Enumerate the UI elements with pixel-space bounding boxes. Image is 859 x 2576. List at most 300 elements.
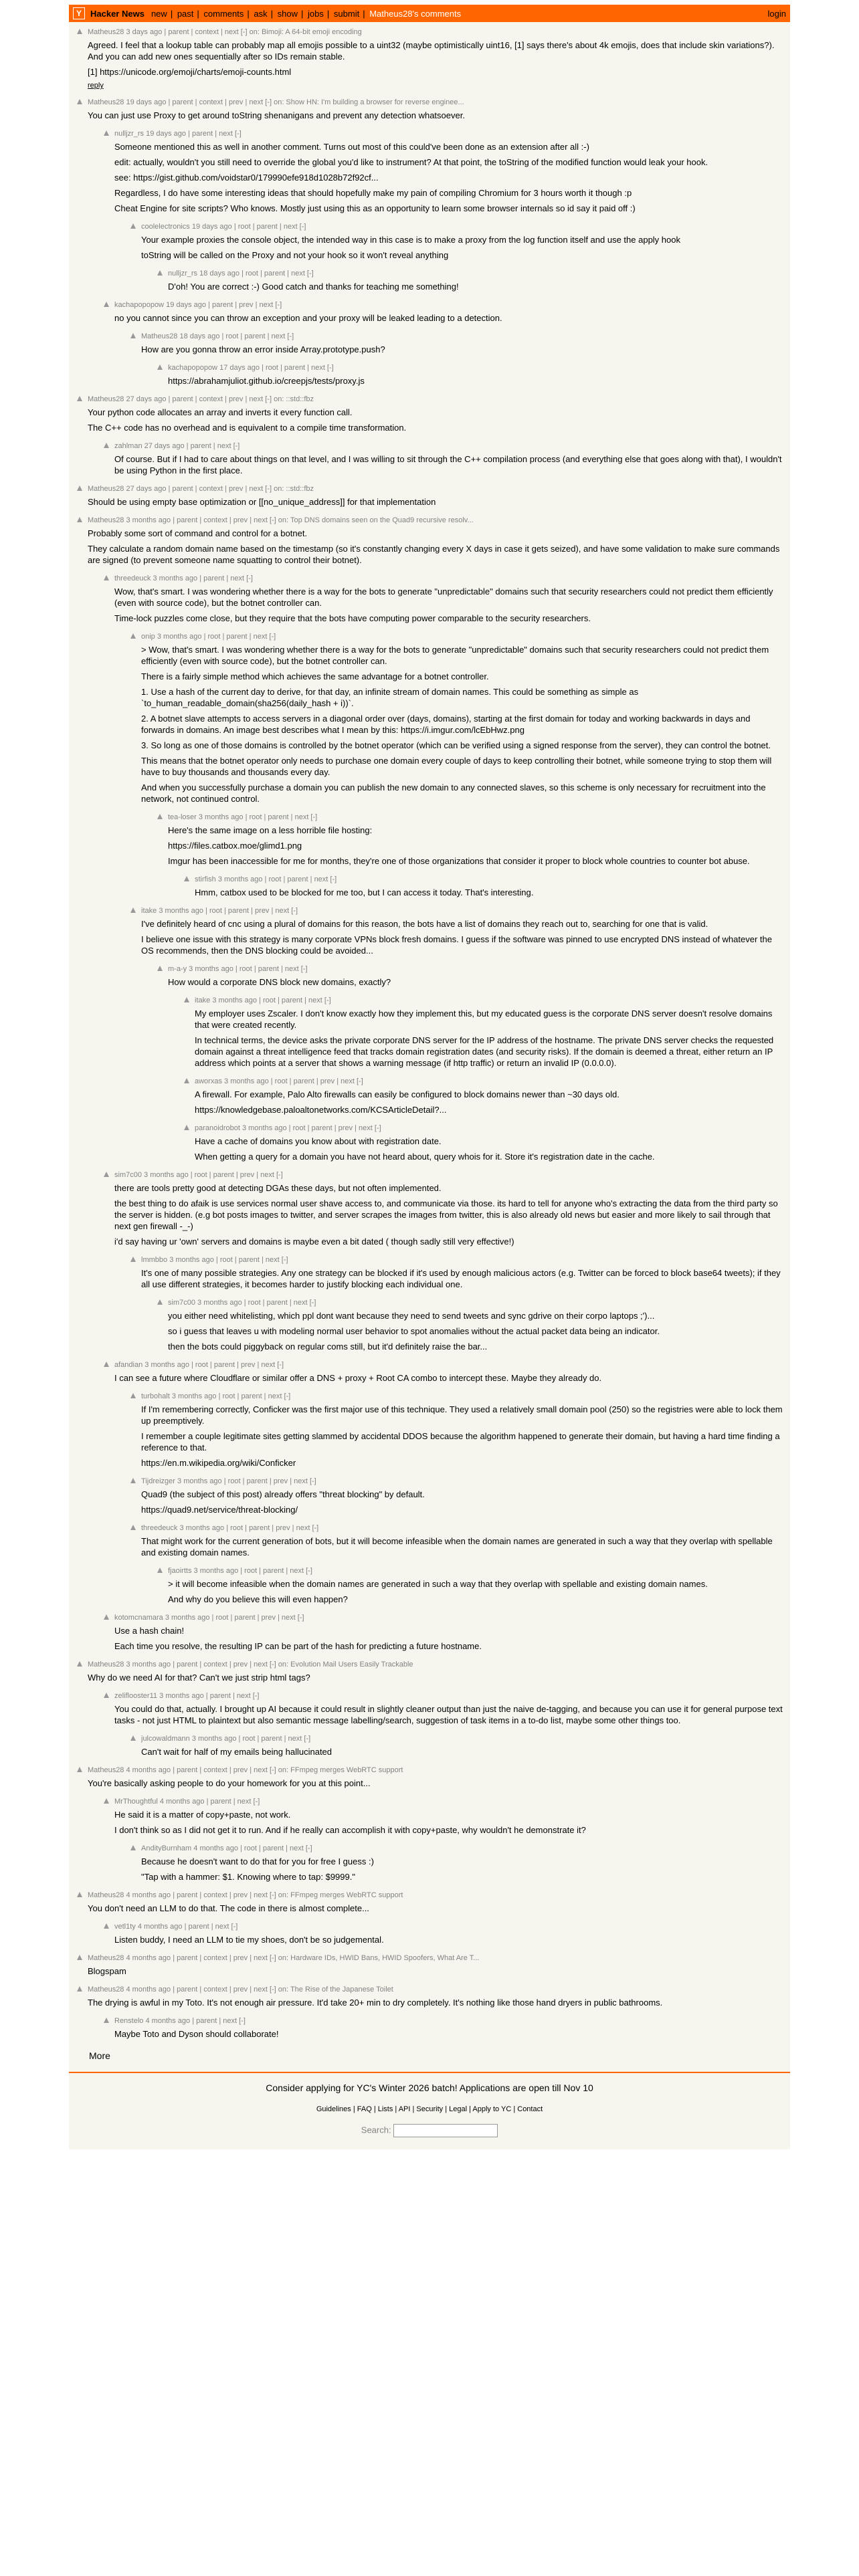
comment-nav-links[interactable]: root | parent | next [-] [242, 1735, 311, 1743]
comment [184, 996, 783, 1069]
comment-nav-links[interactable]: root | parent | next [-] [219, 1256, 288, 1264]
upvote-arrow-icon[interactable] [130, 333, 136, 338]
comment-author[interactable]: sim7c00 [114, 1171, 142, 1179]
comment-paragraph: "Tap with a hammer: $1. Knowing where to tap: $9999." [141, 1872, 355, 1882]
upvote-arrow-icon[interactable] [104, 1693, 109, 1698]
comment-paragraph: Blogspam [88, 1966, 126, 1976]
upvote-arrow-icon[interactable] [130, 907, 136, 913]
comment-text [195, 1136, 783, 1162]
comment-author[interactable]: Matheus28 [88, 485, 124, 493]
comment-author[interactable]: kotomcnamara [114, 1614, 163, 1622]
reply-link[interactable]: reply [88, 82, 104, 90]
comment-list [69, 22, 790, 2040]
comment-paragraph: > Wow, that's smart. I was wondering whether there is a way for the bots to generate "unpredictable" domains such that security researchers could not predict them efficiently (even with source code), but the botnet controller can. [141, 645, 769, 666]
login-link[interactable]: login [767, 8, 786, 19]
comment-nav-links[interactable]: root | parent | next [-] [225, 332, 294, 340]
comment-nav-links[interactable]: root | parent | next [-] [207, 633, 276, 641]
comment-nav-links[interactable]: root | parent | next [-] [262, 996, 331, 1004]
comment-author[interactable]: zahlman [114, 442, 142, 450]
comment-paragraph: Wow, that's smart. I was wondering whether there is a way for the bots to generate "unpredictable" domains such that security researchers could not predict them efficiently (even with source code), but the botnet controller can. [114, 586, 773, 608]
comment-paragraph: edit: actually, wouldn't you still need to override the global you'd like to instrument? At that point, the toString of the modified function would leak your hook. [114, 157, 708, 167]
upvote-arrow-icon[interactable] [77, 1767, 82, 1772]
comment-text [141, 234, 783, 261]
comment-text [141, 1489, 783, 1515]
comment-nav-links[interactable]: root | parent | prev | next [-] [209, 907, 298, 915]
footer-links[interactable]: Guidelines | FAQ | Lists | API | Security | Legal | Apply to YC | Contact [316, 2105, 543, 2113]
comment-age[interactable]: 19 days ago [191, 223, 232, 231]
comment-age[interactable]: 3 months ago [165, 1614, 210, 1622]
comment-author[interactable]: threedeuck [114, 574, 151, 582]
comment-paragraph: He said it is a matter of copy+paste, not work. [114, 1810, 291, 1820]
comment [130, 222, 783, 261]
comment-age[interactable]: 3 months ago [126, 1660, 171, 1669]
comment-paragraph: You don't need an LLM to do that. The code in there is almost complete... [88, 1903, 369, 1913]
upvote-arrow-icon[interactable] [157, 966, 163, 971]
site-title-link[interactable]: Hacker News [90, 8, 145, 19]
comment-author[interactable]: Matheus28 [88, 1985, 124, 1994]
nav-jobs[interactable]: jobs [308, 8, 324, 19]
comment-author[interactable]: AndityBurnham [141, 1844, 192, 1852]
story-link[interactable]: on: Hardware IDs, HWID Bans, HWID Spoofers, What Are T... [278, 1954, 480, 1962]
comment [130, 1392, 783, 1469]
comment-nav-links[interactable]: parent | prev | next [-] [212, 301, 282, 309]
comment-paragraph: The C++ code has no overhead and is equivalent to a compile time transformation. [88, 423, 407, 433]
comment-paragraph: Probably some sort of command and control for a botnet. [88, 528, 308, 538]
comment-age[interactable]: 3 months ago [197, 1299, 242, 1307]
upvote-arrow-icon[interactable] [184, 1078, 189, 1083]
comment-meta: fjaoirtts 3 months ago | root | parent | next [-] [168, 1567, 312, 1575]
comment-meta: nulljzr_rs 19 days ago | parent | next [-] [114, 130, 242, 138]
comment-author[interactable]: m-a-y [168, 965, 187, 973]
story-link[interactable]: on: Bimoji: A 64-bit emoji encoding [249, 28, 362, 36]
comment-nav-links[interactable]: root | parent | prev | next [-] [194, 1171, 283, 1179]
upvote-arrow-icon[interactable] [104, 443, 109, 448]
upvote-arrow-icon[interactable] [130, 223, 136, 229]
comment-nav-links[interactable]: root | parent | next [-] [249, 813, 318, 821]
upvote-arrow-icon[interactable] [184, 876, 189, 881]
comment-paragraph: You're basically asking people to do your homework for you at this point... [88, 1778, 371, 1788]
comment-author[interactable]: sim7c00 [168, 1299, 195, 1307]
search-input[interactable] [393, 2124, 498, 2137]
upvote-arrow-icon[interactable] [104, 1362, 109, 1367]
comment-nav-links[interactable]: parent | context | next [-] [168, 28, 248, 36]
comment-text [114, 141, 783, 214]
comment-author[interactable]: fjaoirtts [168, 1567, 192, 1575]
story-link[interactable]: on: Evolution Mail Users Easily Trackable [278, 1660, 413, 1669]
comment-age[interactable]: 18 days ago [179, 332, 220, 340]
comment-link[interactable]: https://files.catbox.moe/glimd1.png [168, 841, 302, 851]
upvote-arrow-icon[interactable] [157, 1568, 163, 1573]
upvote-arrow-icon[interactable] [77, 486, 82, 491]
comment-age[interactable]: 4 months ago [145, 2017, 191, 2025]
comment [77, 484, 783, 508]
comment-author[interactable]: MrThoughtful [114, 1798, 158, 1806]
comment-author[interactable]: zeliflooster11 [114, 1692, 157, 1700]
comment [104, 300, 783, 324]
comment-author[interactable]: itake [195, 996, 211, 1004]
comment [104, 441, 783, 476]
comment-age[interactable]: 3 months ago [157, 633, 202, 641]
upvote-arrow-icon[interactable] [184, 1125, 189, 1130]
comment-meta: itake 3 months ago | root | parent | prev | next [-] [141, 907, 298, 915]
comment-paragraph: Each time you resolve, the resulting IP can be part of the hash for predicting a future hostname. [114, 1641, 482, 1651]
comment-nav-links[interactable]: parent | context | prev | next [-] [177, 1766, 276, 1774]
comment-author[interactable]: aworxas [195, 1077, 222, 1085]
comment-nav-links[interactable]: parent | context | prev | next [-] [172, 98, 272, 106]
comment-link[interactable]: see: https://gist.github.com/voidstar0/179990efe918d1028b72f92cf... [114, 173, 379, 183]
comment-age[interactable]: 3 months ago [212, 996, 257, 1004]
nav-submit[interactable]: submit [333, 8, 360, 19]
comment [157, 1298, 783, 1352]
comment-link[interactable]: https://abrahamjuliot.github.io/creepjs/tests/proxy.js [168, 376, 365, 386]
comment-author[interactable]: Matheus28 [88, 1891, 124, 1899]
comment-link[interactable]: 2. A botnet slave attempts to access servers in a diagonal order over (days, domains), starting at the first domain for today and working backwards in days and forwards in domains. An image best describes what I mean by this: https://i.imgur.com/lcEbHwz.png [141, 714, 751, 735]
comment-meta: zeliflooster11 3 months ago | parent | next [-] [114, 1692, 260, 1700]
comment-meta: Matheus28 27 days ago | parent | context | prev | next [-] on: ::std::fbz [88, 395, 314, 403]
comment-nav-links[interactable]: root | parent | next [-] [266, 364, 334, 372]
upvote-arrow-icon[interactable] [130, 633, 136, 639]
upvote-arrow-icon[interactable] [157, 364, 163, 370]
comment-author[interactable]: Matheus28 [88, 1660, 124, 1669]
comment-nav-links[interactable]: root | parent | prev | next [-] [274, 1077, 363, 1085]
comment-nav-links[interactable]: root | parent | next [-] [244, 1567, 312, 1575]
upvote-arrow-icon[interactable] [77, 1955, 82, 1960]
story-link[interactable]: on: ::std::fbz [274, 485, 314, 493]
comment-meta: aworxas 3 months ago | root | parent | prev | next [-] [195, 1077, 363, 1085]
nav-show[interactable]: show [277, 8, 298, 19]
comment-meta: Matheus28 3 months ago | parent | context | prev | next [-] on: Evolution Mail Users Easily Trackable [88, 1660, 413, 1669]
comment-author[interactable]: nulljzr_rs [114, 130, 145, 138]
comment-nav-links[interactable]: root | parent | prev | next [-] [215, 1614, 304, 1622]
comment-author[interactable]: kachapopopow [114, 301, 165, 309]
comment-meta: Matheus28 3 days ago | parent | context | next [-] on: Bimoji: A 64-bit emoji encoding [88, 28, 362, 36]
comment-author[interactable]: threedeuck [141, 1524, 178, 1532]
comment-meta: Matheus28 4 months ago | parent | context | prev | next [-] on: Hardware IDs, HWID Bans, HWID Spoofers, What Are T... [88, 1954, 480, 1962]
comment-author[interactable]: stirfish [195, 875, 216, 883]
comment [104, 1360, 783, 1384]
comment-age[interactable]: 3 months ago [169, 1256, 214, 1264]
yc-apply-banner[interactable]: Consider applying for YC's Winter 2026 batch! Applications are open till Nov 10 [266, 2082, 593, 2093]
comment-author[interactable]: Matheus28 [88, 395, 124, 403]
comment-nav-links[interactable]: root | parent | next [-] [268, 875, 337, 883]
comment-meta: julcowaldmann 3 months ago | root | parent | next [-] [141, 1735, 311, 1743]
comment-text [141, 344, 783, 355]
comment-nav-links[interactable]: root | parent | prev | next [-] [230, 1524, 319, 1532]
comment-age[interactable]: 17 days ago [219, 364, 260, 372]
comment-author[interactable]: nulljzr_rs [168, 270, 198, 278]
comment-meta: paranoidrobot 3 months ago | root | parent | prev | next [-] [195, 1124, 381, 1132]
comment [157, 813, 783, 867]
upvote-arrow-icon[interactable] [130, 1393, 136, 1398]
comment-author[interactable]: Matheus28 [88, 1766, 124, 1774]
comment-link[interactable]: https://knowledgebase.paloaltonetworks.com/KCSArticleDetail?... [195, 1105, 447, 1115]
comment-author[interactable]: Matheus28 [88, 98, 124, 106]
comment-nav-links[interactable]: parent | context | prev | next [-] [177, 1954, 276, 1962]
comment-age[interactable]: 4 months ago [159, 1798, 205, 1806]
upvote-arrow-icon[interactable] [77, 29, 82, 34]
comment-paragraph: Imgur has been inaccessible for me for months, they're one of those organizations that consider it proper to block whole countries to counter bot abuse. [168, 856, 750, 866]
comment-author[interactable]: onip [141, 633, 155, 641]
comment-author[interactable]: Matheus28 [88, 1954, 124, 1962]
comment-text [114, 1934, 783, 1945]
comment-paragraph: My employer uses Zscaler. I don't know exactly how they implement this, but my educated guess is the corporate DNS server doesn't resolve domains that were created recently. [195, 1008, 773, 1030]
upvote-arrow-icon[interactable] [130, 1478, 136, 1483]
comment-meta: vetl1ty 4 months ago | parent | next [-] [114, 1923, 238, 1931]
comment-meta: lmmbbo 3 months ago | root | parent | next [-] [141, 1256, 288, 1264]
comment-nav-links[interactable]: root | parent | next [-] [246, 270, 314, 278]
comment-age[interactable]: 3 months ago [171, 1392, 217, 1400]
comment-age[interactable]: 3 months ago [126, 516, 171, 524]
comment [104, 129, 783, 214]
comment-nav-links[interactable]: root | parent | prev | next [-] [292, 1124, 381, 1132]
comment-nav-links[interactable]: root | parent | prev | next [-] [195, 1361, 284, 1369]
comment [157, 363, 783, 387]
comment [130, 632, 783, 804]
upvote-arrow-icon[interactable] [130, 1525, 136, 1530]
comment-author[interactable]: afandian [114, 1361, 143, 1369]
comment-author[interactable]: paranoidrobot [195, 1124, 240, 1132]
upvote-arrow-icon[interactable] [104, 1614, 109, 1620]
comment-age[interactable]: 3 months ago [242, 1124, 287, 1132]
comment-nav-links[interactable]: parent | next [-] [203, 574, 253, 582]
comment-nav-links[interactable]: parent | context | prev | next [-] [172, 395, 272, 403]
comment-meta: kachapopopow 17 days ago | root | parent | next [-] [168, 364, 334, 372]
comment-paragraph: Agreed. I feel that a lookup table can probably map all emojis possible to a uint32 (maybe optimistically uint16, [1] says there's about 4k emojis, does that include skin variations?). And you can add new ones sequentially after so IDs remain stable. [88, 40, 775, 62]
upvote-arrow-icon[interactable] [104, 1172, 109, 1177]
comment-nav-links[interactable]: parent | context | prev | next [-] [177, 1891, 276, 1899]
story-link[interactable]: on: Top DNS domains seen on the Quad9 recursive resolv... [278, 516, 474, 524]
comment-nav-links[interactable]: parent | next [-] [188, 1923, 238, 1931]
comment-age[interactable]: 3 days ago [126, 28, 163, 36]
comment-paragraph: I don't think so as I did not get it to run. And if he really can accomplish it with copy+paste, why wouldn't he demonstrate it? [114, 1825, 586, 1835]
comment-nav-links[interactable]: parent | next [-] [196, 2017, 246, 2025]
comment-text [168, 976, 783, 988]
comment-text [114, 1182, 783, 1247]
comment-nav-links[interactable]: root | parent | next [-] [237, 223, 306, 231]
upvote-arrow-icon[interactable] [77, 396, 82, 401]
comment-age[interactable]: 4 months ago [126, 1891, 171, 1899]
comment [77, 98, 783, 121]
upvote-arrow-icon[interactable] [184, 997, 189, 1002]
comment-nav-links[interactable]: parent | context | prev | next [-] [177, 516, 276, 524]
story-link[interactable]: on: FFmpeg merges WebRTC support [278, 1766, 403, 1774]
upvote-arrow-icon[interactable] [130, 1845, 136, 1850]
story-link[interactable]: on: Show HN: I'm building a browser for reverse enginee... [274, 98, 464, 106]
story-link[interactable]: on: FFmpeg merges WebRTC support [278, 1891, 403, 1899]
comment-author[interactable]: vetl1ty [114, 1923, 136, 1931]
comment-age[interactable]: 4 months ago [193, 1844, 238, 1852]
comment-text [141, 1746, 783, 1757]
comment-paragraph: > it will become infeasible when the domain names are generated in such a way that they overlap with spellable and existing domain names. [168, 1579, 708, 1589]
comment-age[interactable]: 18 days ago [199, 270, 240, 278]
comment-paragraph: This means that the botnet operator only needs to purchase one domain every couple of days to keep controlling their botnet, while someone trying to stop them will have to buy thousands and thousands every day. [141, 756, 772, 777]
comment-author[interactable]: coolelectronics [141, 223, 190, 231]
story-link[interactable]: on: ::std::fbz [274, 395, 314, 403]
upvote-arrow-icon[interactable] [104, 1923, 109, 1929]
y-logo-icon[interactable]: Y [73, 7, 85, 19]
comment-age[interactable]: 3 months ago [145, 1361, 189, 1369]
comment-age[interactable]: 3 months ago [177, 1477, 222, 1485]
comment-author[interactable]: kachapopopow [168, 364, 218, 372]
upvote-arrow-icon[interactable] [77, 1661, 82, 1667]
comment-paragraph: Here's the same image on a less horrible file hosting: [168, 825, 373, 835]
upvote-arrow-icon[interactable] [130, 1735, 136, 1741]
comment-meta: itake 3 months ago | root | parent | next [-] [195, 996, 331, 1004]
upvote-arrow-icon[interactable] [104, 2018, 109, 2023]
comment [77, 395, 783, 433]
comment-age[interactable]: 3 months ago [191, 1735, 237, 1743]
comment-age[interactable]: 3 months ago [217, 875, 263, 883]
comment-link[interactable]: [1] https://unicode.org/emoji/charts/emoji-counts.html [88, 67, 292, 77]
comment-author[interactable]: Matheus28 [88, 516, 124, 524]
comment-text [114, 312, 783, 324]
comment [130, 332, 783, 355]
comment-age[interactable]: 4 months ago [126, 1766, 171, 1774]
comment-age[interactable]: 3 months ago [224, 1077, 269, 1085]
comment-meta: threedeuck 3 months ago | root | parent | prev | next [-] [141, 1524, 319, 1532]
upvote-arrow-icon[interactable] [104, 130, 109, 136]
comment [77, 1660, 783, 1683]
comment-age[interactable]: 4 months ago [126, 1954, 171, 1962]
comment-nav-links[interactable]: parent | next [-] [190, 442, 240, 450]
comment-text [195, 1008, 783, 1069]
comment-author[interactable]: Matheus28 [141, 332, 178, 340]
comment-text [88, 1997, 783, 2008]
comment [104, 1613, 783, 1652]
comment-age[interactable]: 3 months ago [193, 1567, 239, 1575]
comment [77, 1765, 783, 1789]
comment [130, 1734, 783, 1757]
story-link[interactable]: on: The Rise of the Japanese Toilet [278, 1985, 393, 1994]
comment-age[interactable]: 3 months ago [159, 907, 203, 915]
upvote-arrow-icon[interactable] [77, 517, 82, 522]
comment-author[interactable]: Tijdreizger [141, 1477, 175, 1485]
comment [130, 1523, 783, 1558]
comment [184, 1077, 783, 1115]
comment-nav-links[interactable]: root | parent | next [-] [239, 965, 308, 973]
upvote-arrow-icon[interactable] [77, 1892, 82, 1897]
comment-nav-links[interactable]: parent | next [-] [210, 1798, 260, 1806]
comment-text [141, 1535, 783, 1558]
comment-nav-links[interactable]: root | parent | prev | next [-] [227, 1477, 316, 1485]
comment-text [88, 528, 783, 566]
comment-text [88, 407, 783, 433]
comment-meta: turbohalt 3 months ago | root | parent | next [-] [141, 1392, 291, 1400]
comment-age[interactable]: 27 days ago [126, 395, 167, 403]
comment-meta: kachapopopow 19 days ago | parent | prev | next [-] [114, 301, 282, 309]
comment-age[interactable]: 27 days ago [144, 442, 185, 450]
upvote-arrow-icon[interactable] [130, 1257, 136, 1262]
nav-past[interactable]: past [177, 8, 194, 19]
comment-nav-links[interactable]: parent | context | prev | next [-] [177, 1985, 276, 1994]
upvote-arrow-icon[interactable] [157, 1299, 163, 1305]
comment-nav-links[interactable]: parent | next [-] [209, 1692, 260, 1700]
comment-paragraph: 3. So long as one of those domains is controlled by the botnet operator (which can be verified using a signed response from the server), they can control the botnet. [141, 740, 771, 750]
upvote-arrow-icon[interactable] [104, 575, 109, 580]
comment-author[interactable]: julcowaldmann [141, 1735, 190, 1743]
nav-comments[interactable]: comments [203, 8, 244, 19]
comment-nav-links[interactable]: parent | next [-] [192, 130, 242, 138]
page [69, 5, 790, 2149]
comment-age[interactable]: 3 months ago [179, 1524, 225, 1532]
comment-paragraph: Time-lock puzzles come close, but they require that the bots have computing power comparable to the security researchers. [114, 613, 591, 623]
comment-meta: Matheus28 3 months ago | parent | context | prev | next [-] on: Top DNS domains seen on the Quad9 recursive resolv... [88, 516, 474, 524]
comment-age[interactable]: 3 months ago [153, 574, 198, 582]
comment [130, 1844, 783, 1883]
nav-new[interactable]: new [151, 8, 167, 19]
comment-nav-links[interactable]: root | parent | next [-] [244, 1844, 312, 1852]
comment-paragraph: toString will be called on the Proxy and not your hook so it won't reveal anything [141, 250, 449, 260]
search-form [69, 2124, 790, 2137]
comment-text [141, 1856, 783, 1883]
comment-age[interactable]: 4 months ago [137, 1923, 183, 1931]
comment-text [168, 281, 783, 292]
upvote-arrow-icon[interactable] [77, 99, 82, 104]
comment-author[interactable]: itake [141, 907, 157, 915]
comment-meta: Tijdreizger 3 months ago | root | parent | prev | next [-] [141, 1477, 316, 1485]
comment-text [114, 1809, 783, 1836]
upvote-arrow-icon[interactable] [104, 302, 109, 307]
upvote-arrow-icon[interactable] [157, 814, 163, 819]
comment-meta: nulljzr_rs 18 days ago | root | parent | next [-] [168, 270, 314, 278]
upvote-arrow-icon[interactable] [104, 1798, 109, 1804]
comment-text [88, 1903, 783, 1914]
comment-link[interactable]: https://en.m.wikipedia.org/wiki/Conficker [141, 1458, 296, 1468]
comment-paragraph: There is a fairly simple method which achieves the same advantage for a botnet controller. [141, 671, 489, 681]
comment-age[interactable]: 19 days ago [126, 98, 167, 106]
comment-text [114, 453, 783, 476]
comment-author[interactable]: Matheus28 [88, 28, 124, 36]
comment-age[interactable]: 3 months ago [144, 1171, 189, 1179]
comment-age[interactable]: 3 months ago [198, 813, 244, 821]
upvote-arrow-icon[interactable] [77, 1986, 82, 1992]
comment-link[interactable]: https://quad9.net/service/threat-blocking/ [141, 1505, 298, 1515]
comment-paragraph: You could do that, actually. I brought up AI because it could result in slightly cleaner output than just the naive de-tagging, and because you can use it for general purpose text tasks - not just HTML to plaintext but also semantic message labelling/search, suggestion of task items in a to-do list, maybe some other things too. [114, 1704, 783, 1725]
comment [77, 27, 783, 90]
comment-author[interactable]: turbohalt [141, 1392, 170, 1400]
comment-age[interactable]: 19 days ago [166, 301, 207, 309]
comment-age[interactable]: 27 days ago [126, 485, 167, 493]
comment-nav-links[interactable]: parent | context | prev | next [-] [172, 485, 272, 493]
comment-text [114, 2028, 783, 2040]
comment-age[interactable]: 3 months ago [159, 1692, 204, 1700]
comment-text [141, 1267, 783, 1290]
comment-paragraph: I believe one issue with this strategy is many corporate VPNs block fresh domains. I guess if the software was pinned to use encrypted DNS instead of whatever the OS recommends, then the DNS blocking could be avoided... [141, 934, 772, 956]
comment-text [114, 1625, 783, 1652]
comment-nav-links[interactable]: parent | context | prev | next [-] [177, 1660, 276, 1669]
comment-paragraph: Maybe Toto and Dyson should collaborate! [114, 2029, 279, 2039]
comment-paragraph: I remember a couple legitimate sites getting slammed by accidental DDOS because the algorithm happened to generate their domain, but having a hard time finding a reference to that. [141, 1431, 780, 1453]
comment [77, 1985, 783, 2008]
comment-age[interactable]: 4 months ago [126, 1985, 171, 1994]
comment-paragraph: then the bots could piggyback on regular coms still, but it'd definitely raise the bar... [168, 1341, 488, 1352]
comment [157, 964, 783, 988]
comment-author[interactable]: Renstelo [114, 2017, 144, 2025]
comment-paragraph: Use a hash chain! [114, 1626, 185, 1636]
comment-author[interactable]: tea-loser [168, 813, 197, 821]
nav-ask[interactable]: ask [254, 8, 268, 19]
comment-author[interactable]: lmmbbo [141, 1256, 168, 1264]
comment-nav-links[interactable]: root | parent | next [-] [248, 1299, 316, 1307]
comment-age[interactable]: 19 days ago [146, 130, 187, 138]
comment-text [195, 1089, 783, 1115]
more-link[interactable]: More [89, 2050, 110, 2061]
comment-age[interactable]: 3 months ago [189, 965, 233, 973]
comment-paragraph: so i guess that leaves u with modeling normal user behavior to spot anomalies without the actual packet data being an indicator. [168, 1326, 660, 1336]
comment-nav-links[interactable]: root | parent | next [-] [222, 1392, 291, 1400]
comment-meta: sim7c00 3 months ago | root | parent | next [-] [168, 1299, 316, 1307]
upvote-arrow-icon[interactable] [157, 270, 163, 276]
